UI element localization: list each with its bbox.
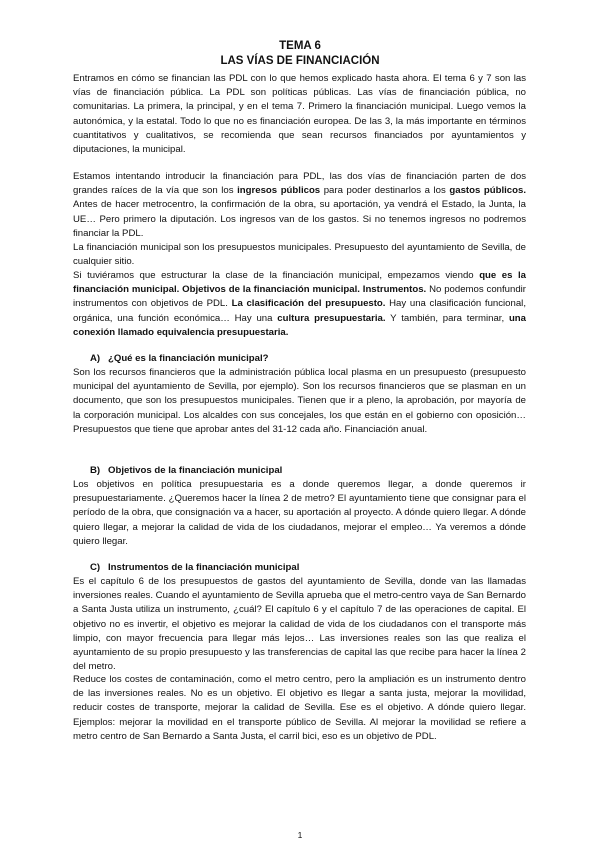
section-letter: A) xyxy=(90,353,101,364)
paragraph-intro: Entramos en cómo se financian las PDL con lo que hemos explicado hasta ahora. El tema 6 y 7 son las vías de financiación pública. La PDL son políticas públicas. Las vías de financiación pública, no comunitarias. La primera, la principal, y en el tema 7. Primero la financiación municipal. Luego vemos la autonómica, y la estatal. Todo lo que no es financiación europea. De las 3, la más importante en términos cuantitativos y cualitativos, se recomienda que sean recursos financiados por ayuntamientos y diputaciones, la municipal. xyxy=(73,73,526,156)
text-run: Antes de hacer metrocentro, la confirmación de la obra, su aportación, ya vendrá el Estado, la Junta, la UE… Pero primero la diputación. Los ingresos van de los gastos. Si no tenemos ingresos no podremos financiar la PDL. xyxy=(73,199,526,239)
section-title: ¿Qué es la financiación municipal? xyxy=(108,353,269,364)
text-run: No podemos confundir instrumentos con objetivos de PDL. xyxy=(73,284,526,310)
section-title: Objetivos de la financiación municipal xyxy=(108,465,283,476)
bold-text-run: ingresos públicos xyxy=(237,185,321,197)
page-number: 1 xyxy=(297,830,303,840)
text-run: Y también, para terminar, xyxy=(385,312,509,324)
section-letter: C) xyxy=(90,562,101,573)
section-heading-c xyxy=(90,561,520,575)
section-title: Instrumentos de la financiación municipal xyxy=(108,562,300,573)
text-run: Hay una clasificación funcional, orgánica, una función económica… Hay una xyxy=(73,298,526,324)
bold-text-run: gastos públicos. xyxy=(449,185,526,197)
paragraph-municipal-budgets: La financiación municipal son los presupuestos municipales. Presupuesto del ayuntamiento de Sevilla, de cualquier sitio. xyxy=(73,242,526,268)
paragraph-section-b: Los objetivos en política presupuestaria es a donde queremos llegar, a donde queremos ir presupuestariamente. ¿Queremos hacer la línea 2 de metro? El ayuntamiento tiene que consignar para el período de la obra, que consignación va a hacer, su aportación al proyecto. A dónde quiero llegar. A dónde quiero llegar, a mejorar la calidad de vida de los ciudadanos, mejorar el empleo… Ya veremos a dónde quiero llegar. xyxy=(73,479,526,547)
paragraph-class-structure xyxy=(73,269,526,340)
document-title-topic: TEMA 6 xyxy=(279,40,321,52)
text-run: para poder destinarlos a los xyxy=(320,185,450,197)
section-heading-a xyxy=(90,352,520,366)
bold-text-run: que es la financiación municipal. Objetivos de la financiación municipal. Instrumentos. xyxy=(73,270,526,296)
text-run: Si tuviéramos que estructurar la clase de la financiación municipal, empezamos viendo xyxy=(73,270,480,281)
document-title: LAS VÍAS DE FINANCIACIÓN xyxy=(220,55,380,67)
section-heading-b xyxy=(90,464,520,478)
paragraph-financing-roots xyxy=(73,170,526,241)
bold-text-run: una conexión llamado equivalencia presupuestaria. xyxy=(73,312,526,338)
paragraph-section-c-objectives: Reduce los costes de contaminación, como el metro centro, pero la ampliación es un instrumento dentro de las inversiones reales. No es un objetivo. El objetivo es llegar a santa justa, mejorar la movilidad, reducir costes de transporte, mejorar la calidad de Sevilla. Ese es el objetivo. A dónde quiero llegar. Ejemplos: mejorar la movilidad en el transporte público de Sevilla. Al mejorar la movilidad se refiere a metro centro de San Bernardo a Santa Justa, el carril bici, eso es un objetivo de PDL. xyxy=(73,674,526,742)
text-run: Estamos intentando introducir la financiación para PDL, las dos vías de financiación parten de dos grandes raíces de la vía que son los xyxy=(73,171,526,197)
paragraph-section-a: Son los recursos financieros que la administración pública local plasma en un presupuesto (presupuesto municipal del ayuntamiento de Sevilla, por ejemplo). Son los recursos financieros que se plasman en un documento, que son los presupuestos municipales. Tienen que ir a pleno, la aprobación, por mayoría de la corporación municipal. Los alcaldes con sus concejales, los que están en el gobierno con oposición… Presupuestos que tiene que aprobar antes del 31-12 cada año. Financiación anual. xyxy=(73,367,526,435)
bold-text-run: cultura presupuestaria. xyxy=(277,312,386,324)
section-letter: B) xyxy=(90,465,101,476)
paragraph-section-c-instruments: Es el capítulo 6 de los presupuestos de gastos del ayuntamiento de Sevilla, donde van las llamadas inversiones reales. Cuando el ayuntamiento de Sevilla aprueba que el metro-centro vaya de San Bernardo a Santa Justa utiliza un instrumento, ¿cuál? El capítulo 6 y el capítulo 7 de las operaciones de capital. El objetivo no es invertir, el objetivo es mejorar la calidad de vida de los ciudadanos con el transporte más limpio, con mayor frecuencia para llegar más lejos… Las inversiones reales son las que realiza el ayuntamiento de su propio presupuesto y las transferencias de capital las que recibe para hacer la línea 2 del metro. xyxy=(73,576,526,673)
bold-text-run: La clasificación del presupuesto. xyxy=(231,298,386,310)
